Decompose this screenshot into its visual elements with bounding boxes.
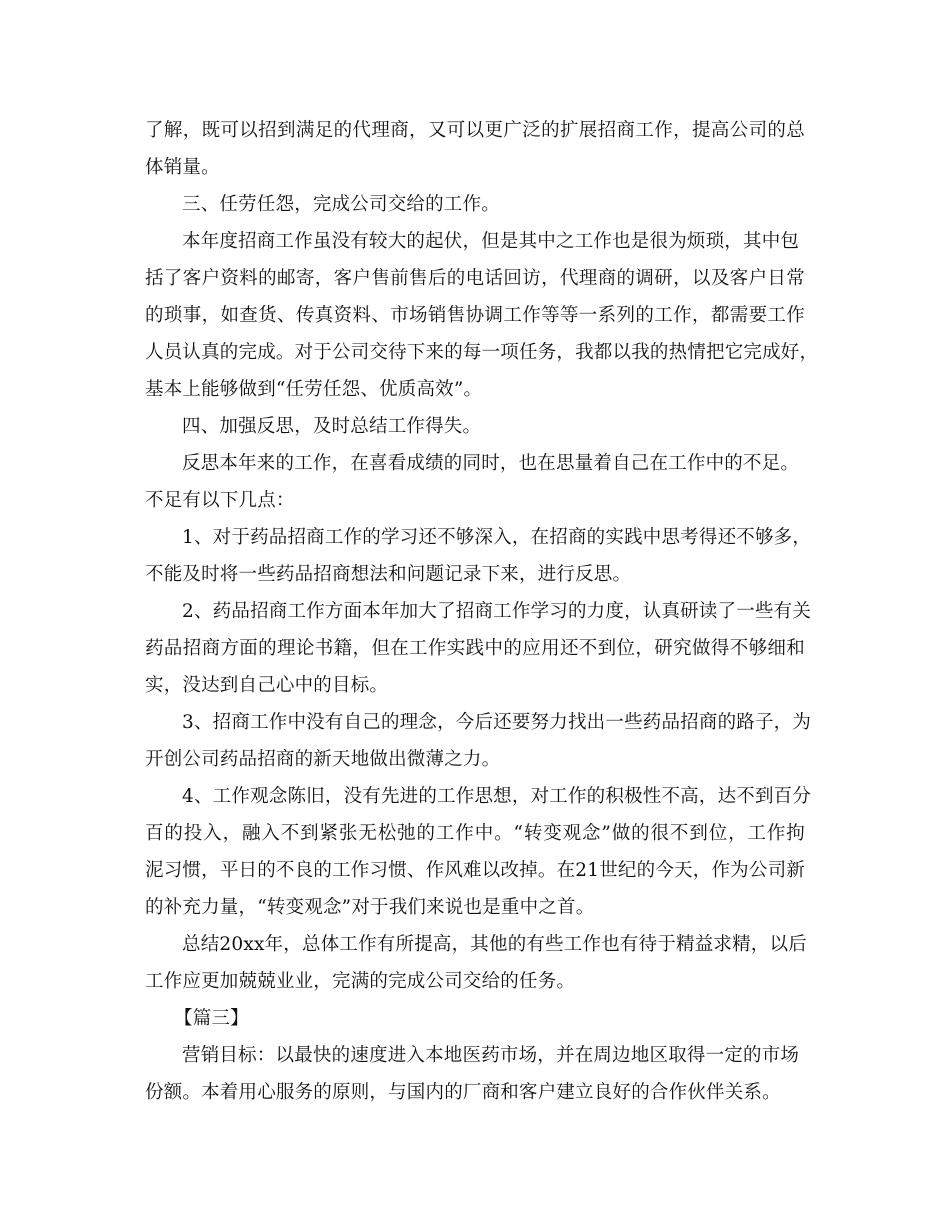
text-line: 开创公司药品招商的新天地做出微薄之力。 — [145, 749, 501, 770]
summary-paragraph: 总结20xx年，总体工作有所提高，其他的有些工作也有待于精益求精，以后 — [182, 934, 807, 955]
text-line: 的补充力量，“转变观念”对于我们来说也是重中之首。 — [145, 897, 595, 918]
list-item-4: 4、工作观念陈旧，没有先进的工作思想，对工作的积极性不高，达不到百分 — [182, 786, 812, 807]
text-line: 本年度招商工作虽没有较大的起伏，但是其中之工作也是很为烦琐，其中包 — [182, 231, 800, 252]
text-line: 百的投入，融入不到紧张无松弛的工作中。“转变观念”做的很不到位，工作拘 — [145, 823, 805, 844]
text-line: 基本上能够做到“任劳任怨、优质高效”。 — [145, 379, 483, 400]
list-item-2: 2、药品招商工作方面本年加大了招商工作学习的力度，认真研读了一些有关 — [182, 601, 812, 622]
text-line: 不足有以下几点： — [145, 490, 295, 511]
text-line: 泥习惯，平日的不良的工作习惯、作风难以改掉。在21世纪的今天，作为公司新 — [145, 860, 805, 881]
section-heading: 四、加强反思，及时总结工作得失。 — [182, 416, 482, 437]
text-line: 括了客户资料的邮寄，客户售前售后的电话回访，代理商的调研，以及客户日常 — [145, 268, 805, 289]
text-line: 反思本年来的工作，在喜看成绩的同时，也在思量着自己在工作中的不足。 — [182, 453, 800, 474]
text-line: 份额。本着用心服务的原则，与国内的厂商和客户建立良好的合作伙伴关系。 — [145, 1082, 781, 1103]
text-line: 了解，既可以招到满足的代理商，又可以更广泛的扩展招商工作，提高公司的总 — [145, 120, 805, 141]
section-heading: 三、任劳任怨，完成公司交给的工作。 — [182, 194, 500, 215]
text-line: 不能及时将一些药品招商想法和问题记录下来，进行反思。 — [145, 564, 632, 585]
list-item-3: 3、招商工作中没有自己的理念，今后还要努力找出一些药品招商的路子，为 — [182, 712, 812, 733]
text-line: 体销量。 — [145, 157, 220, 178]
part-heading: 【篇三】 — [174, 1008, 249, 1029]
text-line: 的琐事，如查货、传真资料、市场销售协调工作等等一系列的工作，都需要工作 — [145, 305, 805, 326]
text-line: 工作应更加兢兢业业，完满的完成公司交给的任务。 — [145, 971, 576, 992]
marketing-goal-paragraph: 营销目标：以最快的速度进入本地医药市场，并在周边地区取得一定的市场 — [182, 1045, 800, 1066]
text-line: 药品招商方面的理论书籍，但在工作实践中的应用还不到位，研究做得不够细和 — [145, 638, 805, 659]
list-item-1: 1、对于药品招商工作的学习还不够深入，在招商的实践中思考得还不够多， — [182, 527, 812, 548]
text-line: 人员认真的完成。对于公司交待下来的每一项任务，我都以我的热情把它完成好， — [145, 342, 819, 363]
text-line: 实，没达到自己心中的目标。 — [145, 675, 389, 696]
